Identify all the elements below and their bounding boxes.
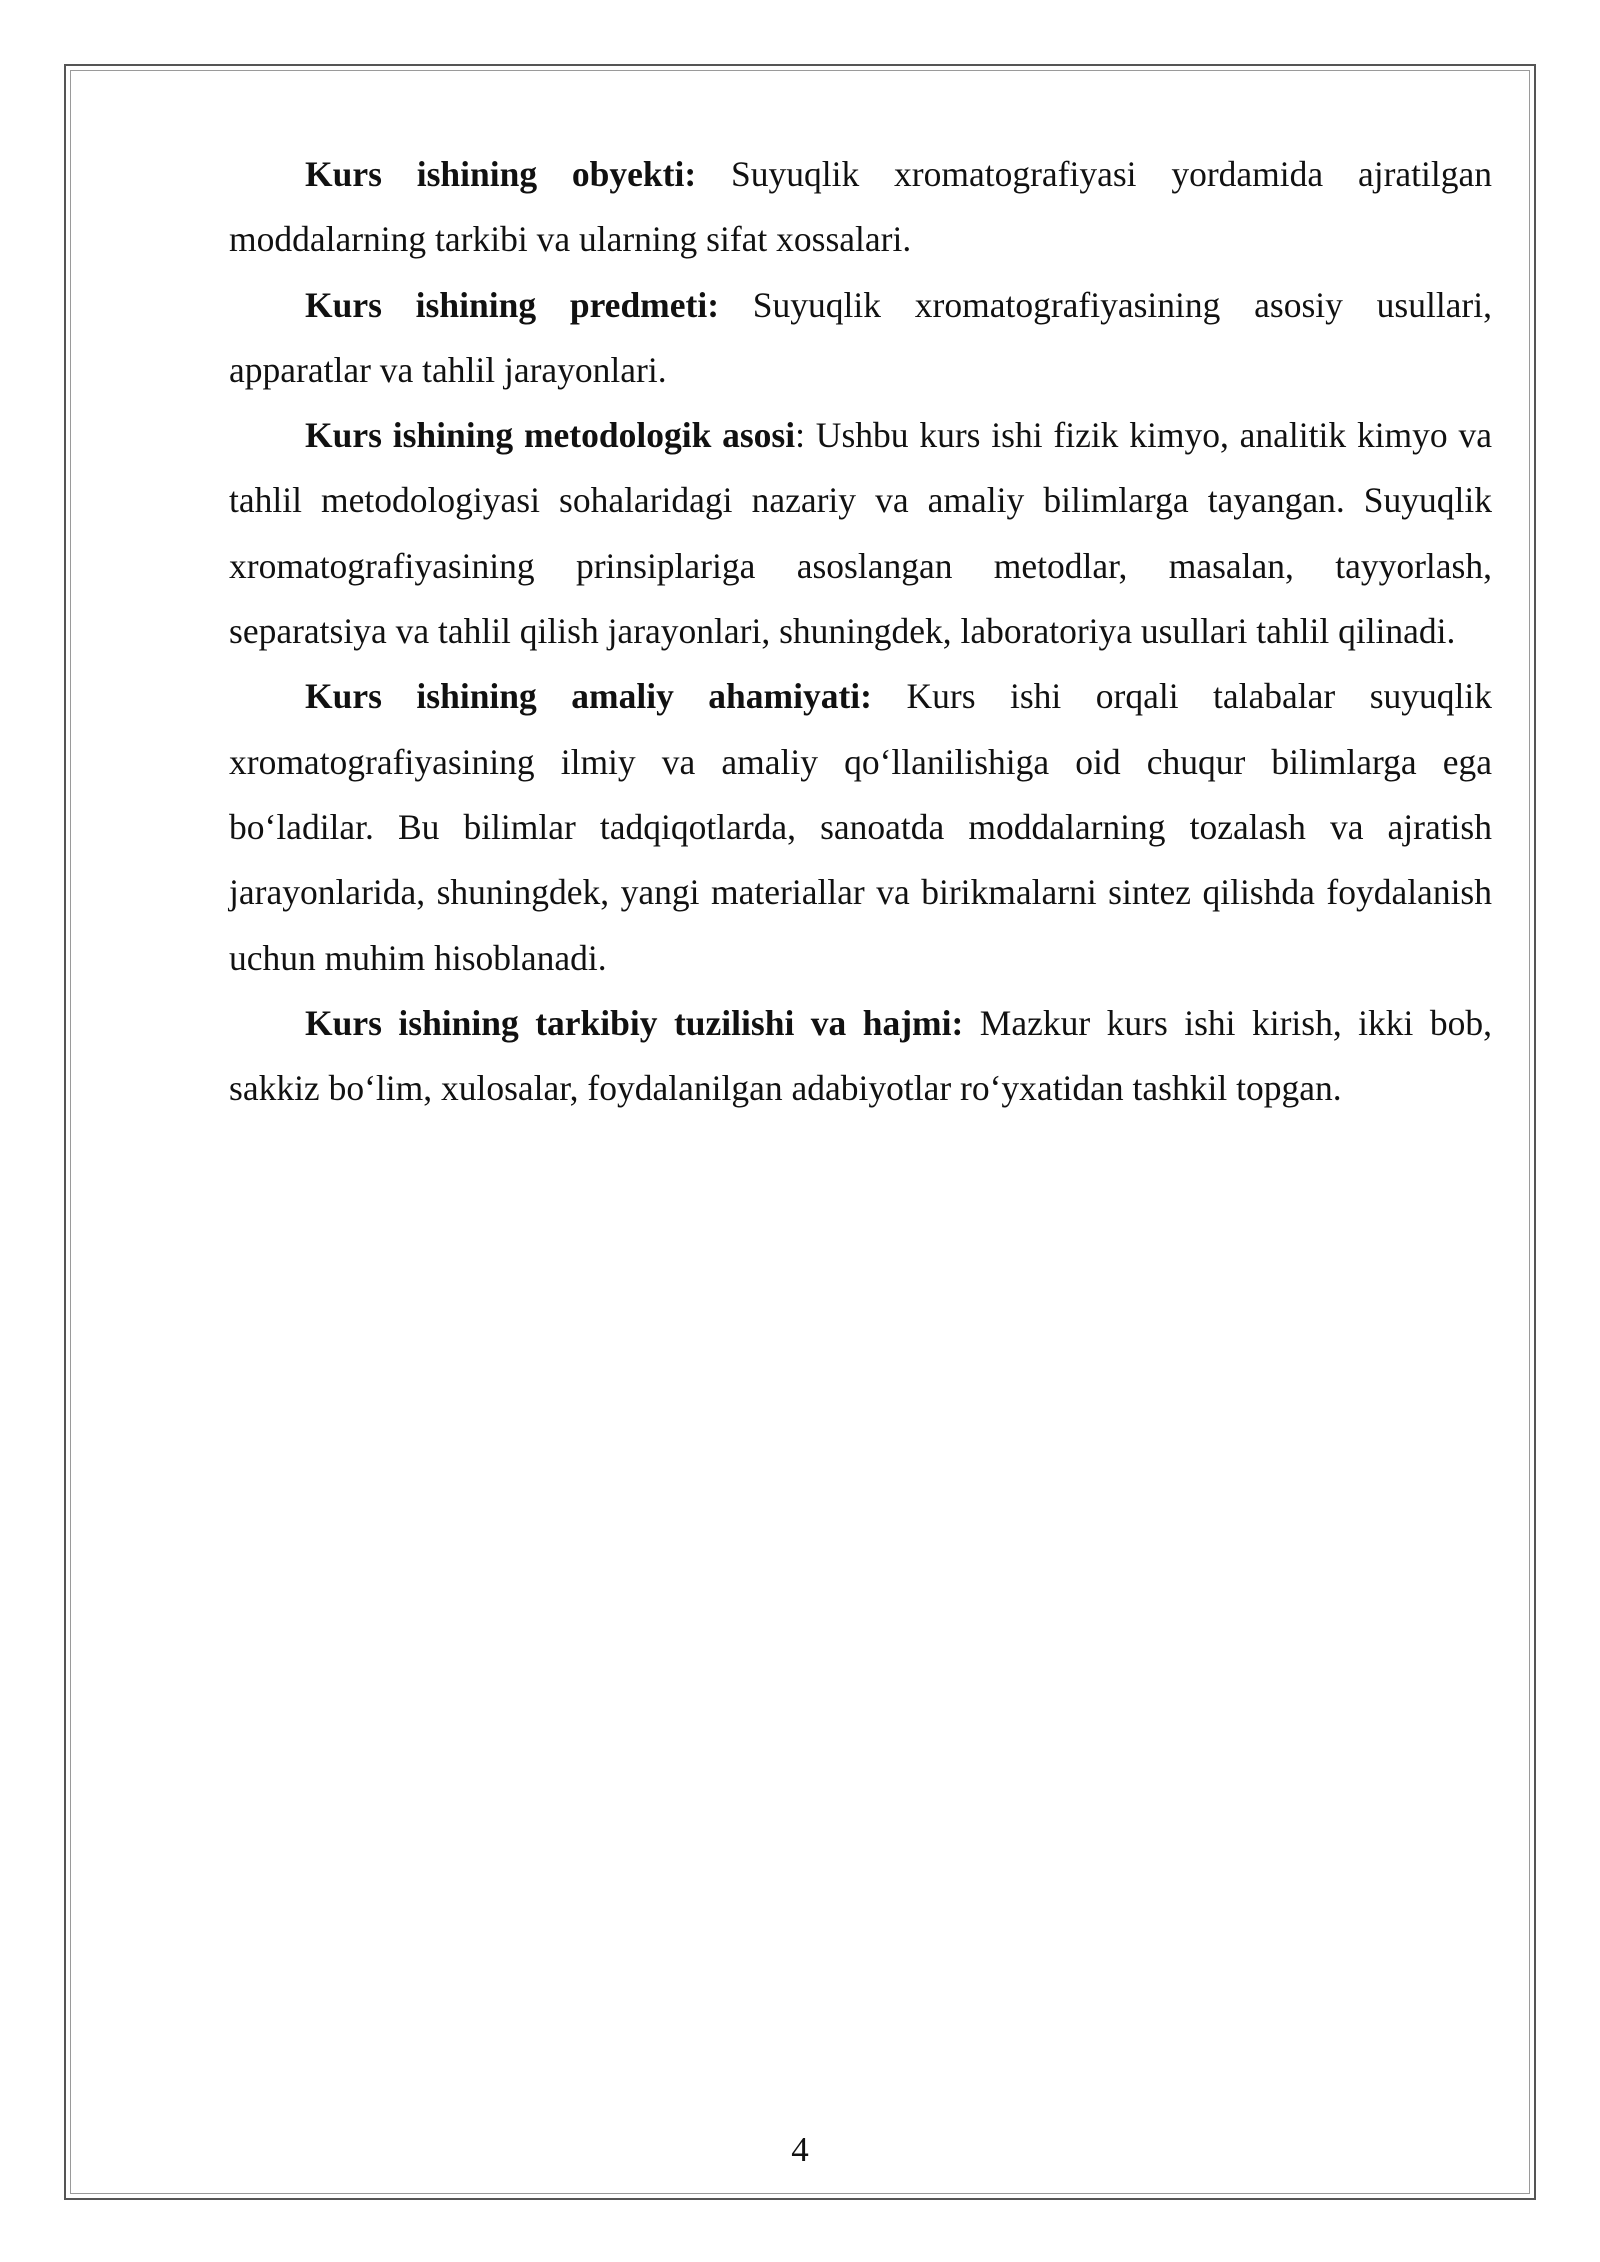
paragraph-heading: Kurs ishining tarkibiy tuzilishi va hajmi: bbox=[305, 1002, 964, 1043]
paragraph-text: Kurs ishi orqali talabalar suyuqlik xromatografiyasining ilmiy va amaliy qo‘llanilishiga oid chuqur bilimlarga ega bo‘ladilar. Bu bilimlar tadqiqotlarda, sanoatda moddalarning tozalash va ajratish jarayonlarida, shuningdek, yangi materiallar va birikmalarni sintez qilishda foydalanish uchun muhim hisoblanadi. bbox=[229, 676, 1493, 978]
paragraph-heading: Kurs ishining metodologik asosi bbox=[305, 415, 796, 456]
paragraph-subject bbox=[229, 273, 1492, 404]
paragraph-text: Suyuqlik xromatografiyasi yordamida ajratilgan moddalarning tarkibi va ularning sifat xossalari. bbox=[229, 154, 1492, 260]
paragraph-methodology bbox=[229, 403, 1492, 664]
paragraph-object bbox=[229, 142, 1492, 273]
paragraph-text: Suyuqlik xromatografiyasining asosiy usullari, apparatlar va tahlil jarayonlari. bbox=[229, 284, 1492, 390]
document-body bbox=[229, 142, 1492, 1121]
paragraph-practical-significance bbox=[229, 664, 1492, 990]
paragraph-text: : Ushbu kurs ishi fizik kimyo, analitik kimyo va tahlil metodologiyasi sohalaridagi nazariy va amaliy bilimlarga tayangan. Suyuqlik xromatografiyasining prinsiplariga asoslangan metodlar, masalan, tayyorlash, separatsiya va tahlil qilish jarayonlari, shuningdek, laboratoriya usullari tahlil qilinadi. bbox=[229, 415, 1492, 652]
paragraph-heading: Kurs ishining obyekti: bbox=[305, 154, 697, 194]
paragraph-structure bbox=[229, 991, 1492, 1122]
paragraph-text: Mazkur kurs ishi kirish, ikki bob, sakkiz bo‘lim, xulosalar, foydalanilgan adabiyotlar ro‘yxatidan tashkil topgan. bbox=[229, 1002, 1492, 1109]
paragraph-heading: Kurs ishining amaliy ahamiyati: bbox=[305, 676, 872, 717]
paragraph-heading: Kurs ishining predmeti: bbox=[305, 284, 720, 325]
page-number: 4 bbox=[791, 2130, 809, 2169]
